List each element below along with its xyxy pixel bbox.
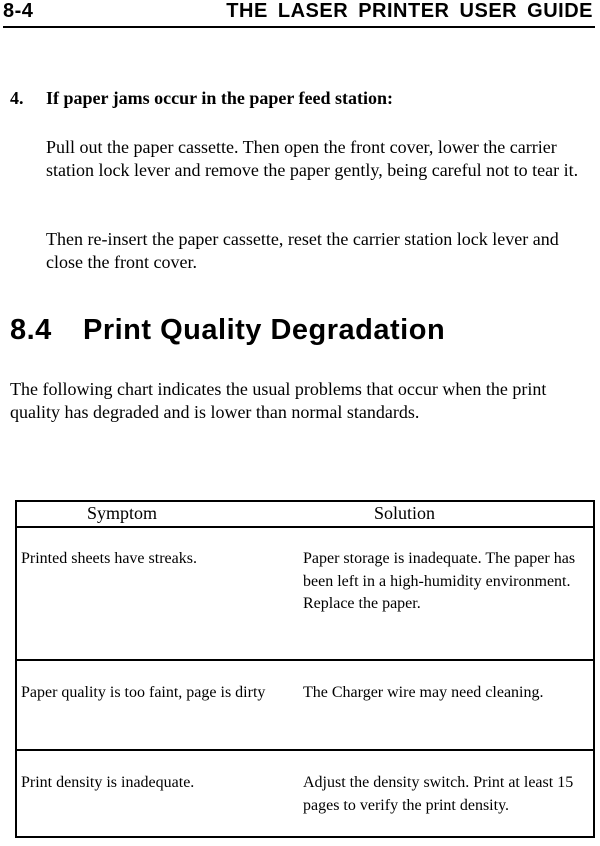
section-number: 8.4 — [10, 314, 52, 346]
header-symptom: Symptom — [87, 503, 158, 523]
row-3-solution: Adjust the density switch. Print at least 15 pages to verify the print density. — [303, 774, 574, 814]
step-paragraph-2: Then re-insert the paper cassette, reset the carrier station lock lever and close the front cover. — [46, 229, 559, 272]
page-header — [3, 0, 595, 28]
row-1-symptom: Printed sheets have streaks. — [21, 550, 197, 567]
step-paragraph-1: Pull out the paper cassette. Then open the front cover, lower the carrier station lock lever and remove the paper gently, being careful not to tear it. — [46, 137, 579, 180]
step-heading-text: If paper jams occur in the paper feed station: — [46, 88, 393, 108]
table-header — [17, 502, 593, 528]
header-solution: Solution — [374, 503, 436, 523]
guide-title: THE LASER PRINTER USER GUIDE — [226, 0, 593, 22]
page-number: 8-4 — [3, 0, 34, 22]
row-2-symptom: Paper quality is too faint, page is dirty — [21, 684, 266, 701]
section-title-text: Print Quality Degradation — [83, 314, 446, 346]
section-title — [10, 314, 445, 347]
section-intro: The following chart indicates the usual problems that occur when the print quality has degraded and is lower than normal standards. — [10, 379, 547, 422]
row-3-symptom: Print density is inadequate. — [21, 774, 195, 791]
row-2-solution: The Charger wire may need cleaning. — [303, 684, 544, 701]
troubleshooting-table — [15, 500, 595, 838]
row-1-solution: Paper storage is inadequate. The paper has been left in a high-humidity environment. Replace the paper. — [303, 550, 576, 612]
row-divider — [17, 659, 593, 661]
step-4-heading — [10, 88, 393, 109]
step-number: 4. — [10, 88, 24, 108]
row-divider — [17, 749, 593, 751]
